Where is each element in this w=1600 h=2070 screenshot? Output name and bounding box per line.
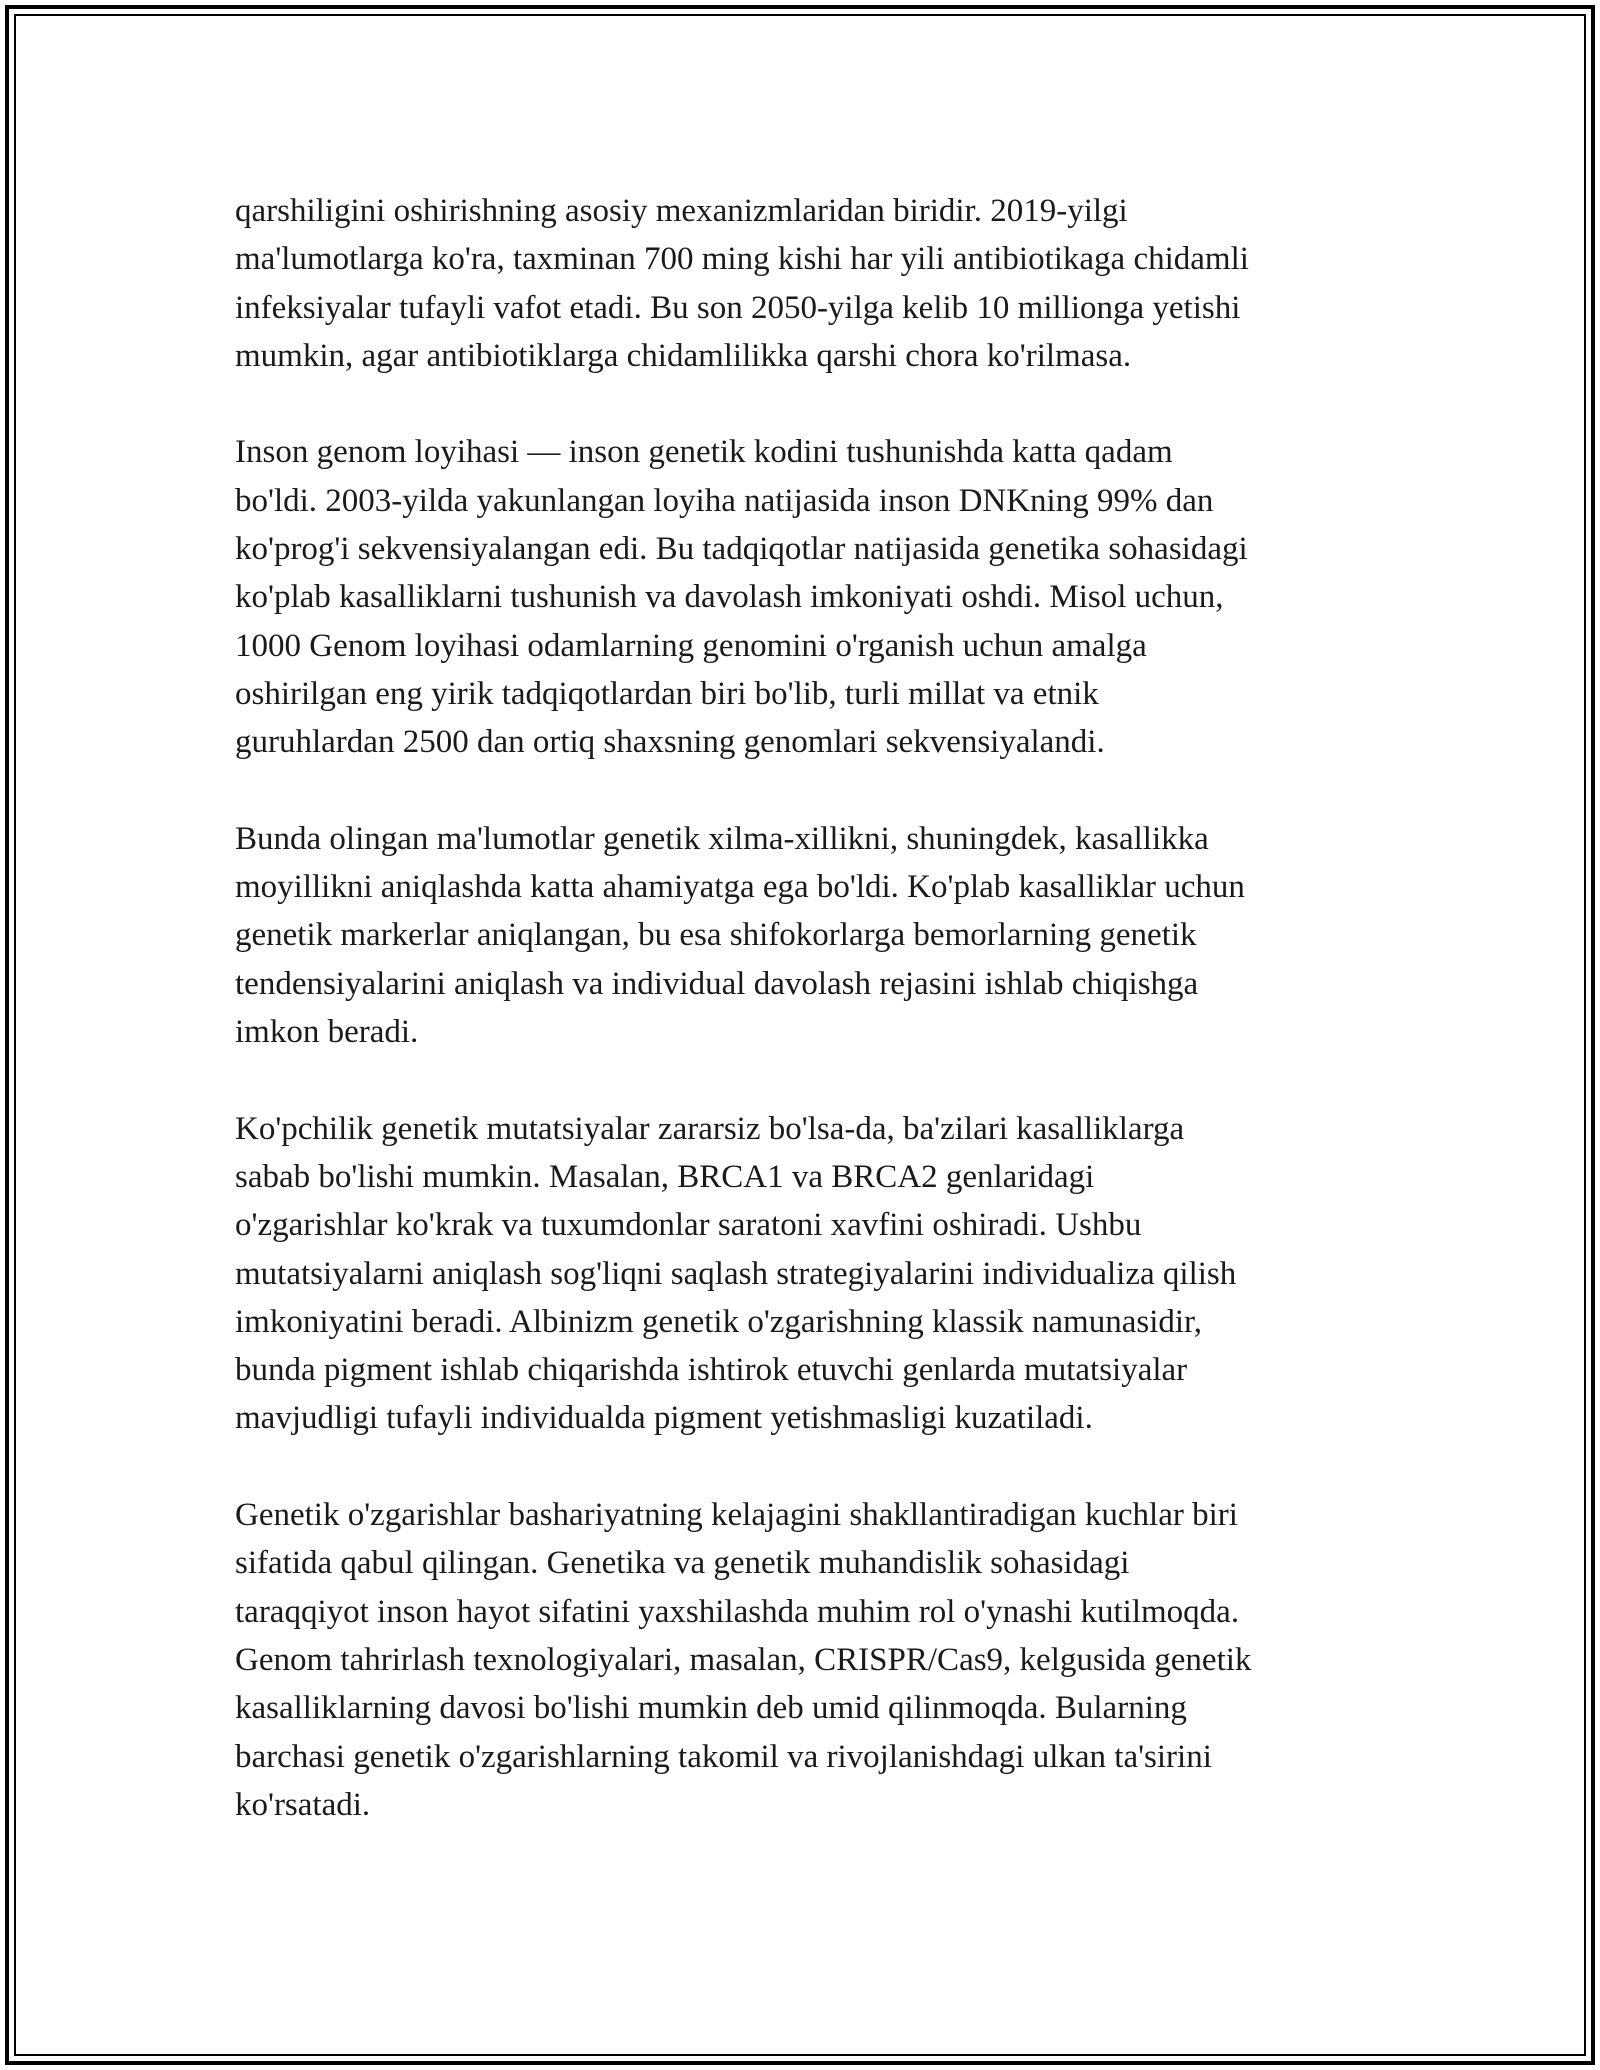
text-line: ma'lumotlarga ko'ra, taxminan 700 ming kishi har yili antibiotikaga chidamli <box>235 241 1249 278</box>
text-line: genetik markerlar aniqlangan, bu esa shifokorlarga bemorlarning genetik <box>235 917 1197 954</box>
text-line: Inson genom loyihasi — inson genetik kodini tushunishda katta qadam <box>235 434 1173 471</box>
text-line: imkoniyatini beradi. Albinizm genetik o'zgarishning klassik namunasidir, <box>235 1303 1202 1340</box>
text-line: 1000 Genom loyihasi odamlarning genomini o'rganish uchun amalga <box>235 627 1147 664</box>
text-line: kasalliklarning davosi bo'lishi mumkin deb umid qilinmoqda. Bularning <box>235 1690 1187 1727</box>
text-line: moyillikni aniqlashda katta ahamiyatga ega bo'ldi. Ko'plab kasalliklar uchun <box>235 869 1245 906</box>
paragraph-future-of-genetics <box>235 1491 1385 1829</box>
text-line: ko'plab kasalliklarni tushunish va davolash imkoniyati oshdi. Misol uchun, <box>235 579 1224 616</box>
text-line: infeksiyalar tufayli vafot etadi. Bu son 2050-yilga kelib 10 millionga yetishi <box>235 289 1241 326</box>
text-line: mavjudligi tufayli individualda pigment yetishmasligi kuzatiladi. <box>235 1400 1093 1437</box>
paragraph-human-genome-project <box>235 428 1385 766</box>
text-line: Genetik o'zgarishlar bashariyatning kelajagini shakllantiradigan kuchlar biri <box>235 1497 1238 1534</box>
text-line: Ko'pchilik genetik mutatsiyalar zararsiz bo'lsa-da, ba'zilari kasalliklarga <box>235 1110 1185 1147</box>
text-line: qarshiligini oshirishning asosiy mexanizmlaridan biridir. 2019-yilgi <box>235 193 1128 229</box>
text-line: Genom tahrirlash texnologiyalari, masalan, CRISPR/Cas9, kelgusida genetik <box>235 1641 1252 1678</box>
text-line: mutatsiyalarni aniqlash sog'liqni saqlash strategiyalarini individualiza qilish <box>235 1255 1237 1292</box>
text-line: barchasi genetik o'zgarishlarning takomil va rivojlanishdagi ulkan ta'sirini <box>235 1738 1212 1775</box>
text-line: ko'rsatadi. <box>235 1786 371 1823</box>
text-line: taraqqiyot inson hayot sifatini yaxshilashda muhim rol o'ynashi kutilmoqda. <box>235 1593 1240 1630</box>
text-line: bo'ldi. 2003-yilda yakunlangan loyiha natijasida inson DNKning 99% dan <box>235 482 1214 519</box>
text-line: sabab bo'lishi mumkin. Masalan, BRCA1 va BRCA2 genlaridagi <box>235 1158 1095 1195</box>
text-line: mumkin, agar antibiotiklarga chidamlilikka qarshi chora ko'rilmasa. <box>235 337 1132 374</box>
text-line: sifatida qabul qilingan. Genetika va genetik muhandislik sohasidagi <box>235 1545 1130 1582</box>
text-line: o'zgarishlar ko'krak va tuxumdonlar saratoni xavfini oshiradi. Ushbu <box>235 1207 1142 1244</box>
paragraph-genetic-mutations <box>235 1105 1385 1443</box>
text-line: bunda pigment ishlab chiqarishda ishtirok etuvchi genlarda mutatsiyalar <box>235 1352 1188 1389</box>
text-line: imkon beradi. <box>235 1014 419 1051</box>
text-line: tendensiyalarini aniqlash va individual davolash rejasini ishlab chiqishga <box>235 965 1199 1002</box>
paragraph-genetic-markers <box>235 815 1385 1056</box>
paragraph-antibiotic-resistance <box>235 187 1385 380</box>
text-line: Bunda olingan ma'lumotlar genetik xilma-xillikni, shuningdek, kasallikka <box>235 820 1209 857</box>
text-line: oshirilgan eng yirik tadqiqotlardan biri bo'lib, turli millat va etnik <box>235 675 1099 712</box>
text-line: guruhlardan 2500 dan ortiq shaxsning genomlari sekvensiyalandi. <box>235 724 1105 761</box>
document-body <box>235 187 1385 1877</box>
text-line: ko'prog'i sekvensiyalangan edi. Bu tadqiqotlar natijasida genetika sohasidagi <box>235 531 1248 568</box>
